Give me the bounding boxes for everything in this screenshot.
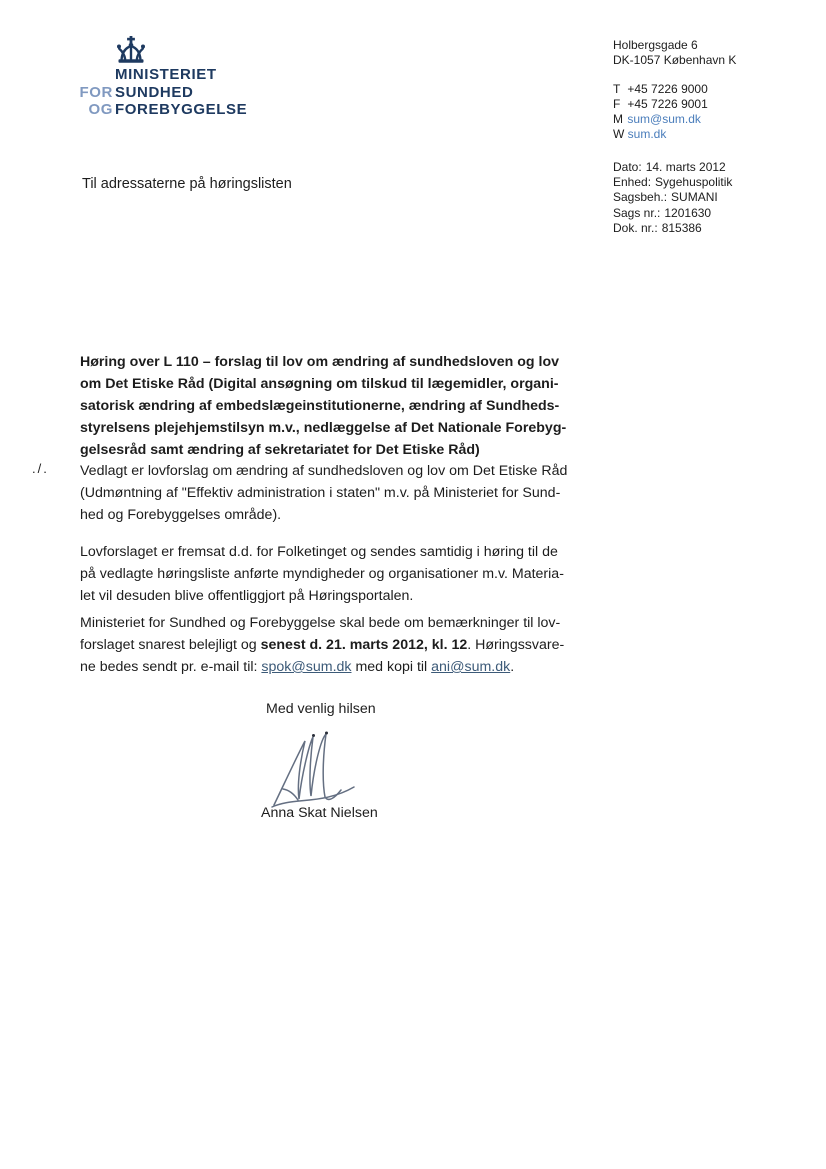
meta-row-sagsbeh (613, 190, 732, 205)
fax-label: F (613, 96, 621, 111)
subject-line: om Det Etiske Råd (Digital ansøgning om tilskud til lægemidler, organi- (80, 376, 559, 392)
deadline-text: senest d. 21. marts 2012, kl. 12 (260, 637, 468, 653)
body-line (80, 634, 564, 656)
body-text: . (510, 659, 515, 675)
web-link[interactable]: sum.dk (627, 127, 667, 142)
subject-line: satorisk ændring af embedslægeinstitutionerne, ændring af Sundheds- (80, 398, 560, 414)
meta-label: Sagsbeh.: (613, 190, 668, 205)
meta-label: Sags nr.: (613, 205, 661, 220)
subject-heading (80, 351, 566, 461)
meta-value: 815386 (661, 220, 702, 235)
crown-icon (115, 36, 247, 66)
attachment-mark: ./. (32, 461, 49, 476)
logo-text-ministeriet: MINISTERIET (115, 66, 217, 83)
valediction: Med venlig hilsen (266, 701, 376, 717)
body-paragraph-3 (80, 612, 564, 678)
body-line: på vedlagte høringsliste anførte myndigheder og organisationer m.v. Materia- (80, 566, 564, 582)
subject-line: gelsesråd samt ændring af sekretariatet for Det Etiske Råd) (80, 442, 480, 458)
logo-line-1 (78, 66, 247, 84)
subject-line: Høring over L 110 – forslag til lov om ændring af sundhedsloven og lov (80, 354, 560, 370)
meta-label: Dato: (613, 160, 642, 174)
ministry-logo (78, 36, 247, 119)
mail-line (613, 112, 736, 127)
body-line: (Udmøntning af "Effektiv administration i staten" m.v. på Ministeriet for Sund- (80, 485, 561, 501)
mail-link[interactable]: sum@sum.dk (627, 112, 701, 127)
meta-label: Enhed: (613, 175, 652, 190)
body-text: . Høringssvare- (467, 637, 565, 653)
web-label: W (613, 127, 625, 142)
body-line: Lovforslaget er fremsat d.d. for Folketinget og sendes samtidig i høring til de (80, 544, 558, 560)
meta-value: SUMANI (671, 190, 718, 205)
signature-name: Anna Skat Nielsen (261, 805, 378, 821)
handwritten-signature (268, 728, 363, 813)
body-line: Ministeriet for Sundhed og Forebyggelse skal bede om bemærkninger til lov- (80, 615, 561, 631)
recipient-line: Til adressaterne på høringslisten (82, 176, 292, 192)
logo-prefix-spacer (78, 66, 115, 84)
case-meta-block (613, 160, 732, 236)
logo-text-forebyggelse: FOREBYGGELSE (115, 101, 248, 118)
body-paragraph-2 (80, 541, 564, 607)
fax-number: +45 7226 9001 (627, 96, 708, 111)
logo-line-2 (78, 84, 247, 102)
meta-value: 14. marts 2012 (645, 160, 726, 174)
web-line (613, 127, 736, 142)
address-line-2: DK-1057 København K (613, 53, 737, 68)
contact-block (613, 38, 736, 143)
email-link-spok[interactable]: spok@sum.dk (261, 659, 352, 675)
mail-label: M (613, 112, 623, 127)
meta-row-enhed (613, 175, 732, 190)
meta-label: Dok. nr.: (613, 220, 658, 235)
logo-text-og: OG (88, 101, 113, 118)
email-link-ani[interactable]: ani@sum.dk (431, 659, 511, 675)
logo-line-3 (78, 101, 247, 119)
meta-row-sagsnr (613, 206, 732, 221)
address-line-1: Holbergsgade 6 (613, 38, 698, 52)
body-text: forslaget snarest belejligt og (80, 637, 261, 653)
body-line: hed og Forebyggelses område). (80, 507, 282, 523)
body-line: Vedlagt er lovforslag om ændring af sundhedsloven og lov om Det Etiske Råd (80, 463, 568, 479)
logo-text-for: FOR (79, 83, 113, 101)
body-text: ne bedes sendt pr. e-mail til: (80, 659, 262, 675)
body-line (80, 656, 564, 678)
phone-number: +45 7226 9000 (627, 81, 708, 96)
logo-text-sundhed: SUNDHED (115, 83, 194, 101)
body-line: let vil desuden blive offentliggjort på Høringsportalen. (80, 588, 414, 604)
body-paragraph-1 (80, 460, 567, 526)
phone-line (613, 82, 736, 97)
meta-row-doknr (613, 221, 732, 236)
phone-label: T (613, 81, 621, 96)
meta-value: 1201630 (664, 205, 712, 220)
meta-value: Sygehuspolitik (655, 175, 733, 190)
fax-line (613, 97, 736, 112)
subject-line: styrelsens plejehjemstilsyn m.v., nedlæggelse af Det Nationale Forebyg- (80, 420, 567, 436)
meta-row-dato (613, 160, 732, 175)
body-text: med kopi til (351, 659, 432, 675)
